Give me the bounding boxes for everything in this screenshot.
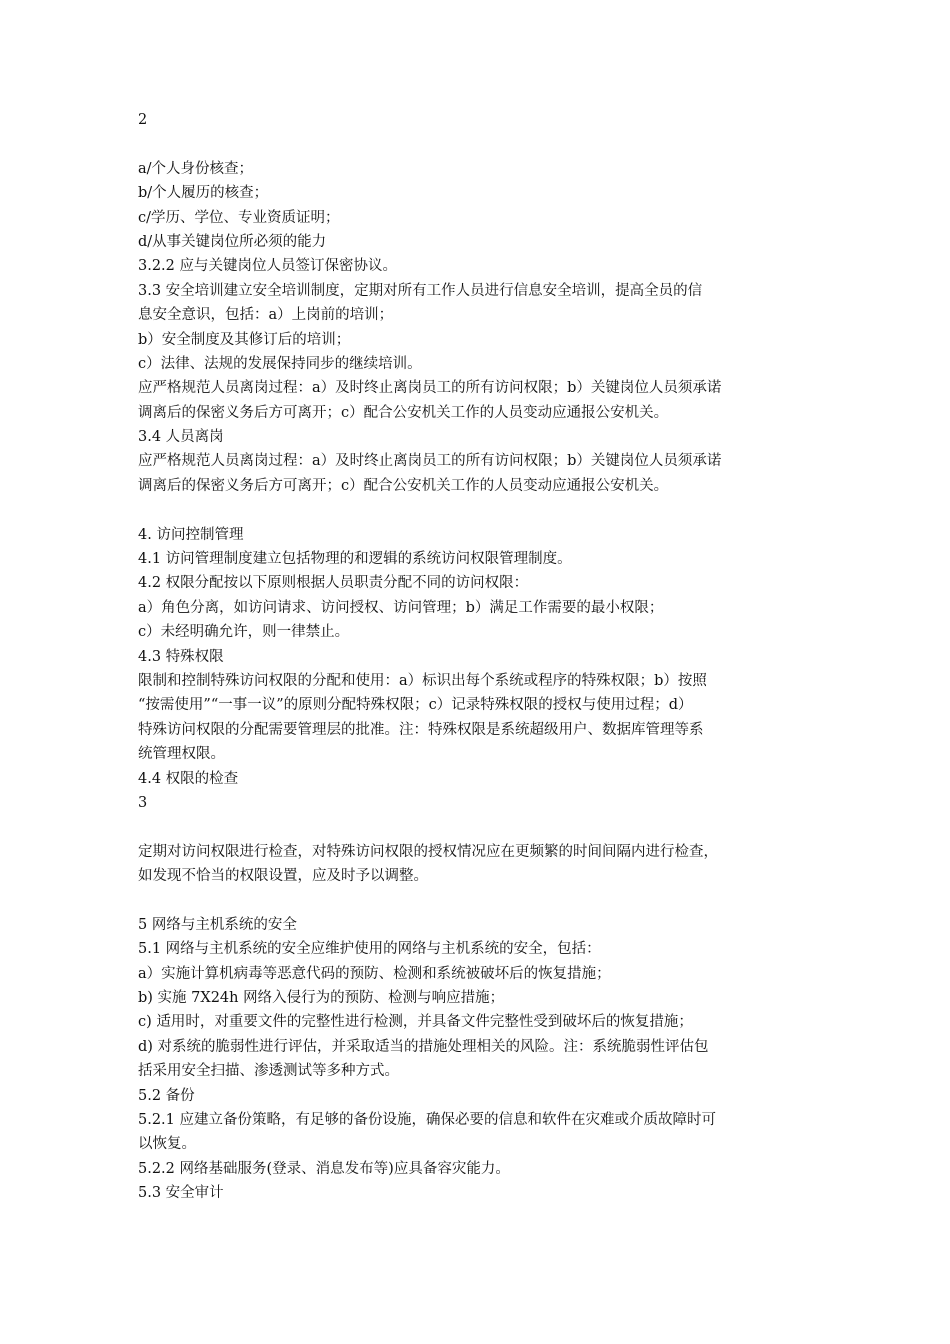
section-heading: 4.4 权限的检查	[138, 770, 239, 787]
blank-line	[138, 889, 838, 913]
section-heading: 3.4 人员离岗	[138, 429, 224, 446]
text-line: 应严格规范人员离岗过程：a）及时终止离岗员工的所有访问权限；b）关键岗位人员须承诺	[138, 453, 722, 470]
text-line: 统管理权限。	[138, 746, 225, 763]
section-heading: 3.2.2 应与关键岗位人员签订保密协议。	[138, 258, 398, 275]
text-line: b）安全制度及其修订后的培训；	[138, 331, 351, 348]
text-line: 息安全意识，包括：a）上岗前的培训；	[138, 307, 394, 324]
text-line: “按需使用”“一事一议”的原则分配特殊权限；c）记录特殊权限的授权与使用过程；d）	[138, 697, 693, 714]
section-heading: 5.3 安全审计	[138, 1185, 224, 1202]
text-line: c）法律、法规的发展保持同步的继续培训。	[138, 355, 422, 372]
text-line: b) 实施 7X24h 网络入侵行为的预防、检测与响应措施；	[138, 990, 505, 1007]
text-line: c) 适用时，对重要文件的完整性进行检测，并具备文件完整性受到破坏后的恢复措施；	[138, 1014, 693, 1031]
text-line: 调离后的保密义务后方可离开；c）配合公安机关工作的人员变动应通报公安机关。	[138, 477, 669, 494]
section-heading: 5.1 网络与主机系统的安全应维护使用的网络与主机系统的安全，包括：	[138, 941, 601, 958]
text-line: 如发现不恰当的权限设置，应及时予以调整。	[138, 868, 428, 885]
section-heading: 3.3 安全培训建立安全培训制度，定期对所有工作人员进行信息安全培训，提高全员的信	[138, 282, 703, 299]
text-line: 调离后的保密义务后方可离开；c）配合公安机关工作的人员变动应通报公安机关。	[138, 404, 669, 421]
text-line: 限制和控制特殊访问权限的分配和使用：a）标识出每个系统或程序的特殊权限；b）按照	[138, 672, 707, 689]
page-number: 2	[138, 112, 148, 128]
text-line: 特殊访问权限的分配需要管理层的批准。注：特殊权限是系统超级用户、数据库管理等系	[138, 721, 704, 738]
page-number: 3	[138, 794, 148, 811]
section-heading: 5 网络与主机系统的安全	[138, 916, 297, 933]
blank-line	[138, 132, 838, 156]
section-heading: 4.2 权限分配按以下原则根据人员职责分配不同的访问权限：	[138, 575, 529, 592]
section-heading: 4.1 访问管理制度建立包括物理的和逻辑的系统访问权限管理制度。	[138, 551, 572, 568]
text-line: 定期对访问权限进行检查，对特殊访问权限的授权情况应在更频繁的时间间隔内进行检查，	[138, 843, 718, 860]
text-line: b/个人履历的核查；	[138, 185, 269, 202]
text-line: a/个人身份核查；	[138, 160, 254, 177]
text-line: 以恢复。	[138, 1136, 196, 1153]
text-line: 应严格规范人员离岗过程：a）及时终止离岗员工的所有访问权限；b）关键岗位人员须承诺	[138, 380, 722, 397]
text-line: d/从事关键岗位所必须的能力	[138, 233, 327, 250]
section-heading: 4.3 特殊权限	[138, 648, 224, 665]
section-heading: 5.2.1 应建立备份策略，有足够的备份设施，确保必要的信息和软件在灾难或介质故障时可	[138, 1112, 716, 1129]
text-line: c/学历、学位、专业资质证明；	[138, 209, 340, 226]
section-heading: 5.2.2 网络基础服务(登录、消息发布等)应具备容灾能力。	[138, 1160, 510, 1177]
section-heading: 5.2 备份	[138, 1087, 195, 1104]
blank-line	[138, 815, 838, 839]
text-line: a）角色分离，如访问请求、访问授权、访问管理；b）满足工作需要的最小权限；	[138, 599, 664, 616]
section-heading: 4. 访问控制管理	[138, 526, 244, 543]
document-page	[138, 108, 838, 1206]
text-line: 括采用安全扫描、渗透测试等多种方式。	[138, 1063, 399, 1080]
text-line: c）未经明确允许，则一律禁止。	[138, 624, 350, 641]
blank-line	[138, 498, 838, 522]
text-line: a）实施计算机病毒等恶意代码的预防、检测和系统被破坏后的恢复措施；	[138, 965, 611, 982]
text-line: d) 对系统的脆弱性进行评估，并采取适当的措施处理相关的风险。注：系统脆弱性评估包	[138, 1038, 709, 1055]
